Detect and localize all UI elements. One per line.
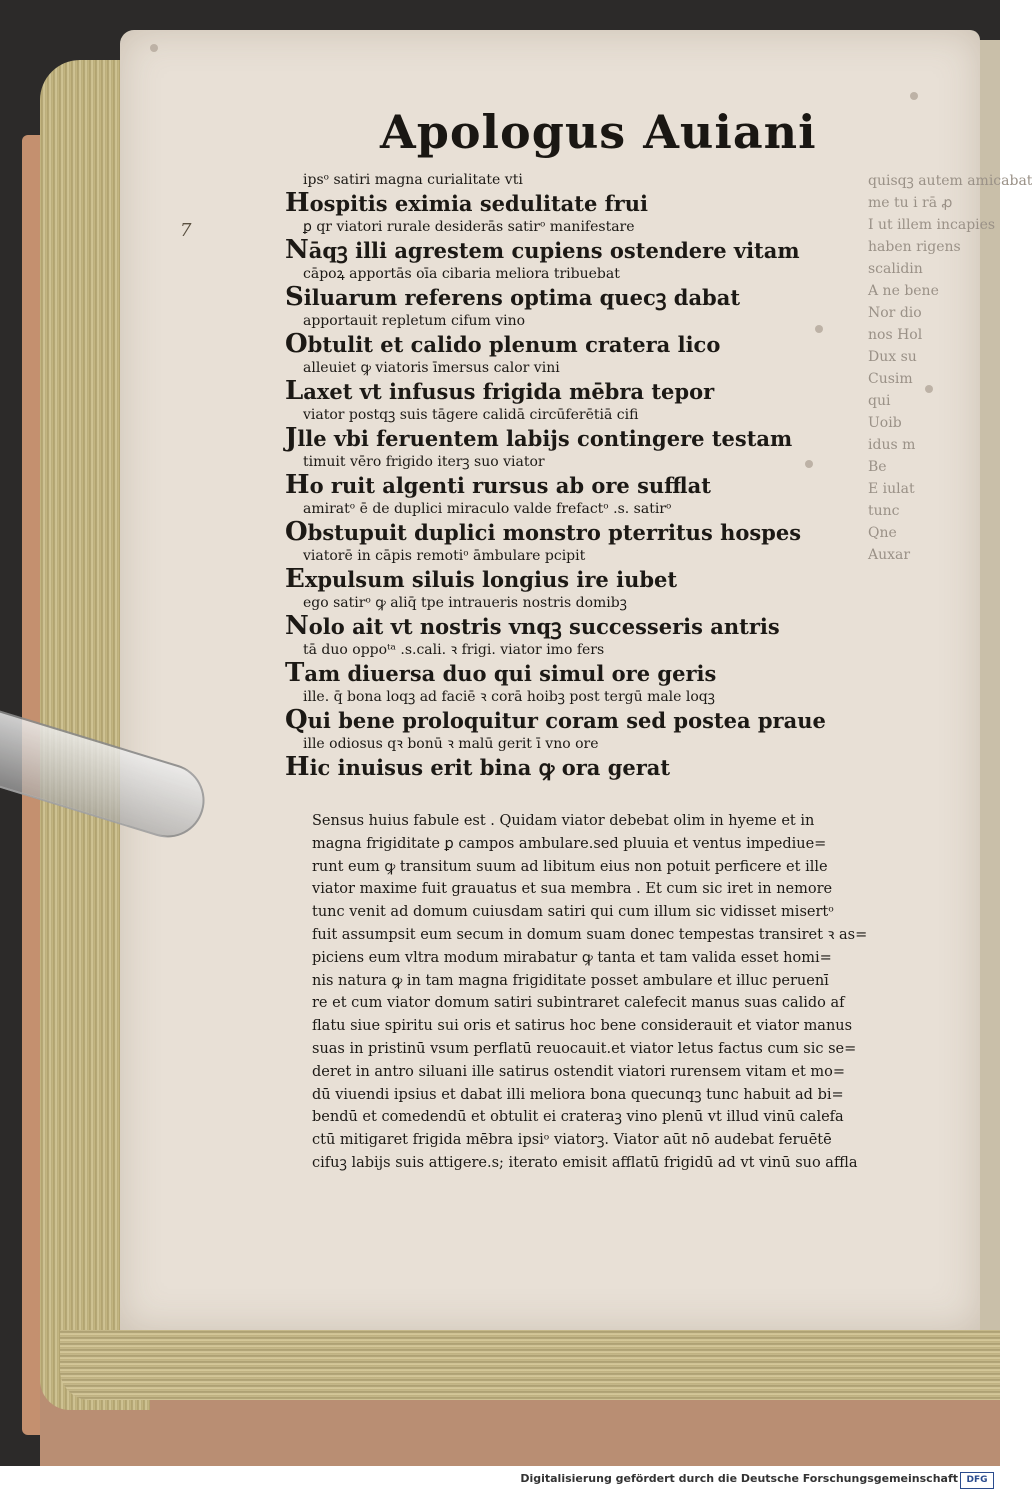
verse-line: Expulsum siluis longius ire iubet xyxy=(285,564,678,594)
page-hole xyxy=(910,92,918,100)
gloss-line: ꝑ qr viatori rurale desiderās satirᵒ manifestare xyxy=(303,219,635,235)
gloss-line: viator postqꝫ suis tāgere calidā circūferētiā cifi xyxy=(303,407,639,423)
folio-number: 7 xyxy=(180,220,192,241)
gloss-line: timuit vēro frigido iterꝫ suo viator xyxy=(303,454,545,470)
gloss-line: ille. q̄ bona loqꝫ ad faciē ꝛ corā hoibꝫ post tergū male loqꝫ xyxy=(303,689,715,705)
commentary-line: fuit assumpsit eum secum in domum suam donec tempestas transiret ꝛ as= xyxy=(312,926,868,943)
bleed-through-line: Auxar xyxy=(868,547,911,563)
page-hole xyxy=(150,44,158,52)
verse-line: Ho ruit algenti rursus ab ore sufflat xyxy=(285,470,711,500)
commentary-line: suas in pristinū vsum perflatū reuocauit.et viator letus factus cum sic se= xyxy=(312,1040,857,1057)
commentary-line: nis natura ꝙ in tam magna frigiditate posset ambulare et illuc peruenī xyxy=(312,972,829,989)
commentary-line: deret in antro siluani ille satirus ostendit viatori rurensem vitam et mo= xyxy=(312,1063,846,1080)
commentary-line: re et cum viator domum satiri subintraret calefecit manus suas calido af xyxy=(312,995,845,1012)
bleed-through-line: tunc xyxy=(868,503,900,519)
verse-line: Nolo ait vt nostris vnqꝫ successeris antris xyxy=(285,611,780,641)
commentary-line: runt eum ꝙ transitum suum ad libitum eius non potuit perficere et ille xyxy=(312,858,828,875)
commentary-line: tunc venit ad domum cuiusdam satiri qui cum illum sic vidisset misertᵒ xyxy=(312,904,834,921)
bleed-through-line: qui xyxy=(868,393,891,409)
verse-line: Nāqꝫ illi agrestem cupiens ostendere vitam xyxy=(285,235,800,265)
verse-line: Siluarum referens optima quecꝫ dabat xyxy=(285,282,741,312)
gloss-line: viatorē in cāpis remotiᵒ āmbulare pcipit xyxy=(303,548,586,564)
commentary-line: magna frigiditate ꝑ campos ambulare.sed pluuia et ventus impediue= xyxy=(312,835,827,852)
commentary-line: dū viuendi ipsius et dabat illi meliora bona quecunqꝫ tunc habuit ad bi= xyxy=(312,1086,844,1103)
bleed-through-line: me tu i rā ꝓ xyxy=(868,195,953,211)
page-stack-bottom xyxy=(60,1330,1000,1400)
bleed-through-line: quisqꝫ autem amicabat xyxy=(868,173,1032,189)
bleed-through-line: nos Hol xyxy=(868,327,923,343)
gloss-line: ille odiosus qꝛ bonū ꝛ malū gerit ī vno ore xyxy=(303,736,599,752)
commentary-line: viator maxime fuit grauatus et sua membra . Et cum sic iret in nemore xyxy=(312,881,833,898)
bleed-through-line: scalidin xyxy=(868,261,923,277)
bleed-through-line: I ut illem incapies xyxy=(868,217,996,233)
verse-line: Laxet vt infusus frigida mēbra tepor xyxy=(285,376,715,406)
bleed-through-line: haben rigens xyxy=(868,239,961,255)
bleed-through-line: Qne xyxy=(868,525,897,541)
commentary-line: bendū et comedendū et obtulit ei crateraꝫ vino plenū vt illud vinū calefa xyxy=(312,1109,844,1126)
gloss-line: tā duo oppoᵗᵃ .s.cali. ꝛ frigi. viator imo fers xyxy=(303,642,605,658)
gloss-line: ego satirᵒ ꝙ aliq̄ tpe intraueris nostris domibꝫ xyxy=(303,595,627,611)
bleed-through-text xyxy=(868,170,1032,566)
commentary-block xyxy=(312,810,912,1175)
gloss-line: apportauit repletum cifum vino xyxy=(303,313,526,329)
verse-line: Obstupuit duplici monstro pterritus hospes xyxy=(285,517,802,547)
bleed-through-line: Nor dio xyxy=(868,305,922,321)
bleed-through-line: A ne bene xyxy=(868,283,939,299)
verse-line: Tam diuersa duo qui simul ore geris xyxy=(285,658,717,688)
verse-line: Obtulit et calido plenum cratera lico xyxy=(285,329,721,359)
verse-line: Hic inuisus erit bina ꝙ ora gerat xyxy=(285,752,671,782)
commentary-line: cifuꝫ labijs suis attigere.s; iterato emisit afflatū frigidū ad vt vinū suo affla xyxy=(312,1154,858,1171)
gloss-line: amiratᵒ ē de duplici miraculo valde frefactᵒ .s. satirᵒ xyxy=(303,501,672,517)
verse-line: Qui bene proloquitur coram sed postea praue xyxy=(285,705,826,735)
poem-block xyxy=(285,170,845,781)
bleed-through-line: Uoib xyxy=(868,415,902,431)
commentary-line: ctū mitigaret frigida mēbra ipsiᵒ viatorꝫ. Viator aūt nō audebat feruētē xyxy=(312,1132,832,1149)
commentary-line: Sensus huius fabule est . Quidam viator debebat olim in hyeme et in xyxy=(312,813,815,829)
bleed-through-line: Be xyxy=(868,459,887,475)
bleed-through-line: Cusim xyxy=(868,371,913,387)
verse-line: Hospitis eximia sedulitate frui xyxy=(285,188,648,218)
commentary-line: piciens eum vltra modum mirabatur ꝙ tanta et tam valida esset homi= xyxy=(312,949,832,966)
verse-line: Jlle vbi feruentem labijs contingere testam xyxy=(285,423,793,453)
page-title: Apologus Auiani xyxy=(380,105,817,159)
bleed-through-line: Dux su xyxy=(868,349,917,365)
footer-bar xyxy=(0,1466,1000,1494)
bleed-through-line: E iulat xyxy=(868,481,915,497)
bleed-through-line: idus m xyxy=(868,437,916,453)
footer-credit: Digitalisierung gefördert durch die Deutsche Forschungsgemeinschaft xyxy=(520,1472,958,1485)
gloss-line: alleuiet ꝙ viatoris īmersus calor vini xyxy=(303,360,560,376)
gloss-line: ipsᵒ satiri magna curialitate vti xyxy=(303,172,523,188)
commentary-line: flatu siue spiritu sui oris et satirus hoc bene considerauit et viator manus xyxy=(312,1018,853,1035)
dfg-logo-icon: DFG xyxy=(960,1472,994,1489)
gloss-line: cāpoꝝ apportās oīa cibaria meliora tribuebat xyxy=(303,266,620,282)
